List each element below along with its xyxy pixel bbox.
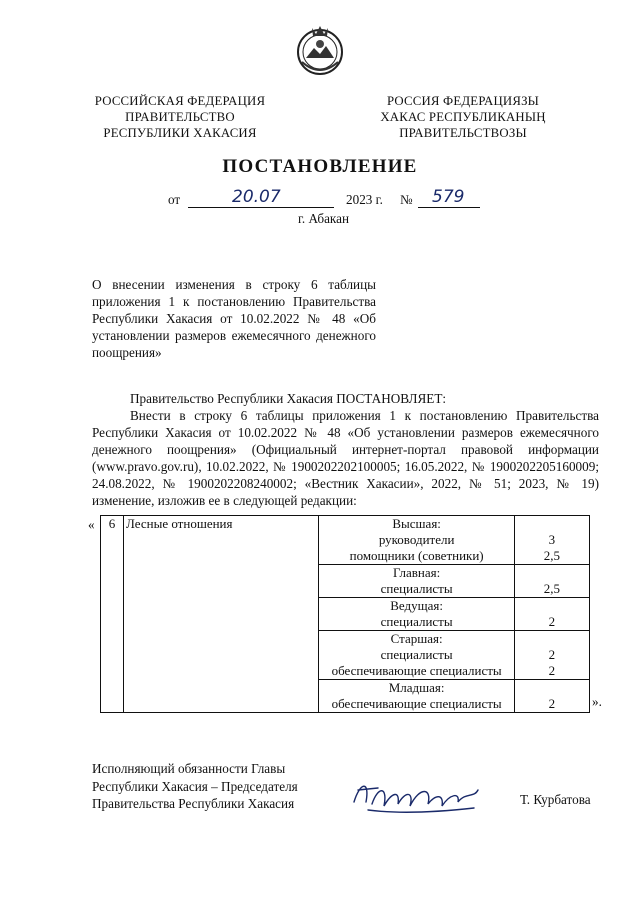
value: 2,5 [543,581,561,596]
city: г. Абакан [298,211,350,226]
year-label: 2023 г. [346,192,383,207]
value [517,680,587,696]
table-row [101,516,590,565]
value [517,631,587,647]
position-label: руководители [378,532,455,547]
number-label: № [400,192,413,207]
row-name-cell: Лесные отношения [124,516,319,713]
header-left-line: РОССИЙСКАЯ ФЕДЕРАЦИЯ [94,94,266,108]
category-label: Младшая: [388,680,445,695]
category-label: Старшая: [390,631,443,646]
date-number-row [0,187,640,213]
handwritten-date: 20.07 [232,187,281,207]
value-cell [514,598,589,631]
category-cell [319,680,514,713]
value-cell [514,680,589,713]
value [517,516,587,532]
value: 2,5 [543,548,561,563]
body-paragraph-1: Правительство Республики Хакасия ПОСТАНОВЛЯЕТ: [130,391,447,406]
position-label: помощники (советники) [349,548,484,563]
header-left-line: РЕСПУБЛИКИ ХАКАСИЯ [103,126,257,140]
signatory-title [92,760,352,813]
position-label: обеспечивающие специалисты [331,663,502,678]
value [517,598,587,614]
amendment-table [100,515,590,713]
value-cell [514,565,589,598]
body-paragraph-2: Внести в строку 6 таблицы приложения 1 к постановлению Правительства Республики Хакасия от 10.02.2022 № 48 «Об установлении размеров ежемесячного денежного поощрения» (Официальный интернет-портал правовой информации (www.pravo.gov.ru), 10.02.2022, № 1900202202100005; 16.05.2022, № 1900202205160009; 24.08.2022, № 1900202208240002; «Вестник Хакасии», 2022, № 51; 2023, № 19) изменение, изложив ее в следующей редакции: [92,408,599,509]
position-label: специалисты [380,647,453,662]
category-cell [319,598,514,631]
category-label: Ведущая: [390,598,444,613]
value: 2 [548,663,556,678]
category-label: Главная: [393,565,441,580]
header-right-line: ПРАВИТЕЛЬСТВОЗЫ [399,126,527,140]
value: 3 [548,532,556,547]
category-cell [319,516,514,565]
from-label: от [168,192,181,207]
value [517,565,587,581]
value: 2 [548,614,556,629]
header-left [80,93,280,141]
subject-text: О внесении изменения в строку 6 таблицы приложения 1 к постановлению Правительства Республики Хакасия от 10.02.2022 № 48 «Об установлении размеров ежемесячного денежного поощрения» [92,277,376,360]
close-quote: ». [592,694,602,709]
header-right-line: ХАКАС РЕСПУБЛИКАНЫҢ [380,110,546,124]
value: 2 [548,696,556,711]
category-cell [319,565,514,598]
value-cell [514,631,589,680]
handwritten-signature [348,772,488,818]
signatory-name: Т. Курбатова [520,792,591,807]
number-underline [418,207,480,208]
handwritten-number: 579 [432,187,465,207]
signatory-line: Правительства Республики Хакасия [92,796,295,811]
value: 2 [548,647,556,662]
category-cell [319,631,514,680]
position-label: специалисты [380,614,453,629]
position-label: обеспечивающие специалисты [331,696,502,711]
header-right [358,93,568,141]
coat-of-arms-emblem [292,22,348,78]
signatory-line: Исполняющий обязанности Главы [92,761,286,776]
open-quote: « [88,517,95,532]
position-label: специалисты [380,581,453,596]
category-label: Высшая: [392,516,441,531]
signatory-line: Республики Хакасия – Председателя [92,778,298,794]
document-title: ПОСТАНОВЛЕНИЕ [222,156,418,177]
value-cell [514,516,589,565]
date-underline [188,207,334,208]
header-right-line: РОССИЯ ФЕДЕРАЦИЯЗЫ [386,94,540,108]
header-left-line: ПРАВИТЕЛЬСТВО [125,110,235,124]
row-number-cell: 6 [101,516,124,713]
